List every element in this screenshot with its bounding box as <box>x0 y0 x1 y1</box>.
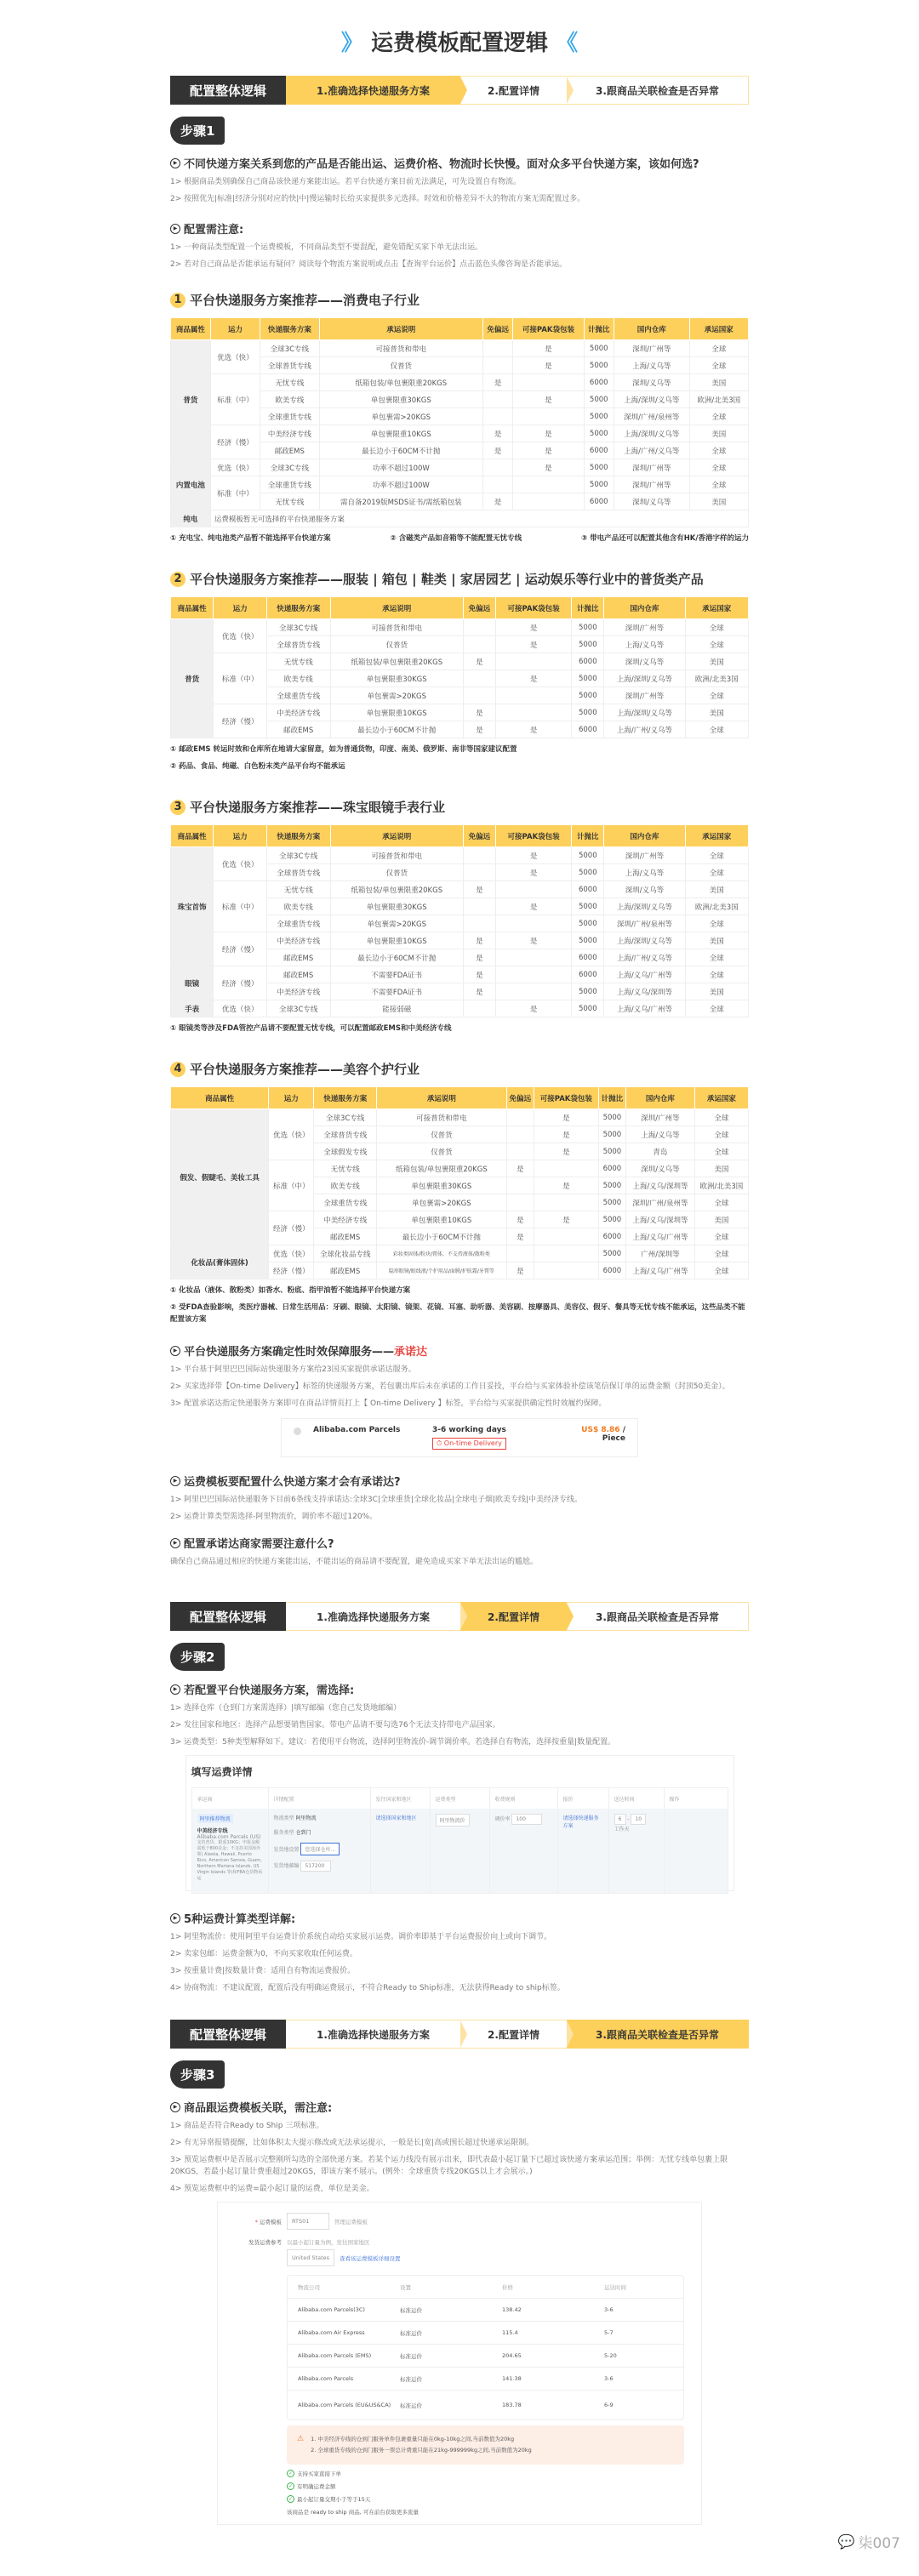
step-pill: 步骤3 <box>170 2060 225 2089</box>
play-circle-icon: ▶ <box>170 224 180 234</box>
paragraph: 1> 根据商品类别确保自己商品该快递方案能出运。若平台快递方案目前无法满足，可先设置自有物流。 <box>170 178 522 186</box>
table-header-row: 物流公司 设置 价格 运达时间 <box>288 2276 683 2299</box>
table-row: 标准（中） 无忧专线 纸箱包装/单包裹限重20KGS 是 6000 深圳/义乌等 美国 <box>171 881 749 898</box>
table-row: Alibaba.com Air Express 标准运价 115.4 5-7 <box>288 2322 683 2345</box>
paragraph: 1> 选择仓库（仓到门方案需选择）|填写邮编（您自己发货地邮编） <box>170 1704 402 1713</box>
table-row: 普货 优选（快） 全球3C专线 可接普货和带电 是 5000 深圳/广州等 全球 <box>171 340 749 357</box>
select-plan-link[interactable]: 请选择快递服务方案 <box>562 1815 599 1829</box>
shipping-plan-table <box>170 317 749 527</box>
table-row: 邮政EMS 最长边小于60CM不计抛 是 6000 上海/义乌/广州等 全球 <box>171 1228 749 1245</box>
table-row: 标准（中） 无忧专线 纸箱包装/单包裹限重20KGS 是 6000 深圳/义乌等 美国 <box>171 374 749 391</box>
section-title: 3 平台快递服务方案推荐——珠宝眼镜手表行业 <box>170 798 749 816</box>
table-row: 标准（中） 无忧专线 纸箱包装/单包裹限重20KGS 是 6000 深圳/义乌等 美国 <box>171 653 749 670</box>
wechat-icon: 💬 <box>837 2533 855 2550</box>
country-select[interactable]: United States <box>287 2249 334 2266</box>
carrier-column: 承运商 阿里推荐物流 中美经济专线 Alibaba.com Parcels (US) 支持普货，限重10KG；申报金额需低于800美金；不支持美国海外领( Alaska, Hawaii, Puerto Rico, American Samoa, Guam, Northern Mariana Islands, US Virgin Islands 等)和FBA仓货物承运 <box>192 1788 269 1893</box>
table-row: 欧美专线 单包裹限重30KGS 是 5000 上海/深圳/义乌等 欧洲/北美3国 <box>171 391 749 408</box>
paragraph: 2> 卖家包邮：运费金额为0，不向买家收取任何运费。 <box>170 1950 357 1958</box>
note: ① 化妆品（液体、散粉类）如香水、粉底、指甲油暂不能选择平台快递方案 <box>170 1286 411 1295</box>
table-row: 经济（慢） 邮政EMS 隐形眼镜/眼线液/个护用品/面膜/护肤霜/牙膏等 是 6000 上海/义乌/广州等 全球 <box>171 1262 749 1279</box>
step-progress-bar <box>170 1602 749 1631</box>
paragraph: 1> 一种商品类型配置一个运费模板，不同商品类型不要混配，避免错配买家下单无法出运。 <box>170 243 483 252</box>
paragraph: 3> 配置承诺达指定快递服务方案即可在商品详情页打上【 On-time Delivery 】标签，平台给与买家提供确定性时效履约保障。 <box>170 1399 607 1408</box>
rate-input[interactable]: 100 <box>511 1814 542 1825</box>
table-row: 手表 优选（快） 全球3C专线 能接弱磁 是 5000 上海/义乌/广州等 全球 <box>171 1000 749 1017</box>
step-2: 2.配置详情 <box>460 76 567 105</box>
paragraph: 1> 阿里物流价：使用阿里平台运费计价系统自动给买家展示运费。调价率即基于平台运费报价向上或向下调节。 <box>170 1933 552 1941</box>
step-pill: 步骤1 <box>170 117 225 145</box>
table-row: Alibaba.com Parcels (EMS) 标准运价 204.65 5-20 <box>288 2345 683 2368</box>
table-row: Alibaba.com Parcels(3C) 标准运价 138.42 3-6 <box>288 2299 683 2322</box>
rts-footer: 该商品是 ready to ship 商品, 可在前台获取更多流量 <box>287 2509 419 2516</box>
table-row: 全球普货专线 仅普货 是 5000 上海/义乌等 全球 <box>171 636 749 653</box>
step-3: 3.跟商品关联检查是否异常 <box>567 2020 749 2049</box>
table-row: 假发、假睫毛、美妆工具 优选（快） 全球3C专线 可接普货和带电 是 5000 深圳/广州等 全球 <box>171 1109 749 1126</box>
check-circle-icon: ✓ <box>288 2471 294 2476</box>
paragraph: 2> 按照优先|标准|经济分别对应的快|中|慢运输时长给买家提供多元选择。时效和价格差异不大的物流方案无需配置过多。 <box>170 195 585 203</box>
table-header-row: 商品属性 运力 快递服务方案 承运说明 免偏远 可接PAK袋包装 计抛比 国内仓库 承运国家 <box>171 825 749 847</box>
table-row: 无忧专线 需自备2019版MSDS证书/需纸箱包装 是 6000 深圳/义乌等 美国 <box>171 493 749 510</box>
stopwatch-icon: ⏱ <box>437 1439 444 1447</box>
section-number-badge: 3 <box>170 800 186 815</box>
view-template-detail-link[interactable]: 查看该运费模板详细设置 <box>340 2254 401 2262</box>
step-1: 1.准确选择快递服务方案 <box>286 1602 460 1631</box>
section-title: 2 平台快递服务方案推荐——服装 | 箱包 | 鞋类 | 家居园艺 | 运动娱乐等行业中的普货类产品 <box>170 570 749 588</box>
stepbar-lead: 配置整体逻辑 <box>170 1602 286 1631</box>
section-heading: ▶ 5种运费计算类型详解: <box>170 1910 749 1926</box>
table-row: 普货 优选（快） 全球3C专线 可接普货和带电 是 5000 深圳/广州等 全球 <box>171 619 749 636</box>
warning-box: ⚠ 1. 中美经济专线的仓到门服务单件包裹重量只能在0kg-10kg之间,当前数值为20kg 2. 全球重货专线的仓到门服务一票总计费重只能在21kg-999999kg之间,当前数值为20kg <box>287 2425 684 2465</box>
chevron-left-icon: 《 <box>556 31 579 56</box>
paragraph: 1> 阿里巴巴国际站快递服务下目前6条线支持承诺达:全球3C|全球重货|全球化妆品|全球电子烟|欧美专线|中美经济专线。 <box>170 1496 583 1504</box>
fee-type-select[interactable]: 阿里物流价 <box>436 1814 470 1827</box>
section-heading: ▶ 配置承诺达商家需要注意什么? <box>170 1535 749 1551</box>
shipping-preview-screenshot: * 运费模板 RTS01 管理运费模板 发货运费参考 以最小起订量为例，发往国家地区 United States 查看该运费模板详细设置 物流公司 设置 价格 运达时间 Alibaba.com Parcels(3C) 标准运价 138.42 3-6 Alibaba.com Air Express 标准运价 115.4 5-7 Alibaba.com Parcels (EMS) 标准运价 204.65 5-20 Alibaba.com Parcels 标准运价 141.38 3-6 Alibaba.com Parcels (EU&US&CA) 标准运价 183.78 6-9 ⚠ 1. 中美经济专线的仓到门服务单件包裹重量只能在0kg-10kg之间,当前数值为20kg 2. 全球重货专线的仓到门服务一票总计费重只能在21kg-999999kg之间,当前数值为20kg ✓ 支持买家直接下单 ✓ 有明确运费金额 ✓ 最小起订量交期小于等于15天 该商品是 ready to ship 商品, 可在前台获取更多流量 <box>217 2202 702 2525</box>
paragraph: 2> 有无异常报错提醒，比如体积太大提示修改或无法承运提示，一般是长|宽|高或围长超过快递承运限制。 <box>170 2139 534 2147</box>
play-circle-icon: ▶ <box>170 1684 180 1695</box>
table-row: 邮政EMS 最长边小于60CM不计抛 是 6000 上海/广州/义乌等 全球 <box>171 949 749 966</box>
table-row: 中美经济专线 不需要FDA证书 是 5000 上海/义乌/深圳等 美国 <box>171 983 749 1000</box>
recommendation-sections <box>170 291 749 1325</box>
recommendation-section <box>170 570 749 772</box>
paragraph: 1> 平台基于阿里巴巴国际站快递服务方案给23国买家提供承诺达服务。 <box>170 1365 416 1374</box>
note: ① 眼镜类等涉及FDA管控产品请不要配置无忧专线，可以配置邮政EMS和中美经济专线 <box>170 1024 452 1033</box>
delivery-days: 3-6 working days ⏱ On-time Delivery <box>432 1426 568 1450</box>
shipping-plan-table <box>170 596 749 738</box>
table-row: 全球重货专线 单包裹需>20KGS 5000 深圳/广州等 全球 <box>171 687 749 704</box>
table-row: 全球普货专线 仅普货 是 5000 上海/义乌等 全球 <box>171 1126 749 1143</box>
shipping-plan-table <box>170 824 749 1017</box>
table-header-row: 商品属性 运力 快递服务方案 承运说明 免偏远 可接PAK袋包装 计抛比 国内仓库 承运国家 <box>171 597 749 619</box>
table-row: 全球重货专线 单包裹需>20KGS 5000 深圳/广州/泉州等 全球 <box>171 1194 749 1211</box>
warning-icon: ⚠ <box>297 2435 305 2443</box>
form-title: 填写运费详情 <box>191 1766 253 1778</box>
table-row: 经济（慢） 中美经济专线 单包裹限重10KGS 是 是 5000 上海/义乌/深圳等 美国 <box>171 1211 749 1228</box>
shipping-price-table <box>287 2275 684 2420</box>
detail-config-column: 详情配置 物流类型 阿里物流 服务类型 仓到门 发货地设置 您选择仓库... 发货地邮编 517200 <box>269 1788 371 1893</box>
check-circle-icon: ✓ <box>288 2496 294 2502</box>
table-row: 化妆品(膏体固体) 优选（快） 全球化妆品专线 彩妆类固体/粉块/膏体，不支持液体/散粉类 5000 广州/深圳等 全球 <box>171 1245 749 1262</box>
play-circle-icon: ▶ <box>170 1346 180 1356</box>
on-time-delivery-badge: ⏱ On-time Delivery <box>432 1438 506 1450</box>
price: US$ 8.86 / Piece <box>581 1426 625 1443</box>
paragraph: 2> 买家选择带【On-time Delivery】标签的快递服务方案，若包裹出库后未在承诺的工作日妥投，平台给与买家体验补偿该笔信保订单的运费金额（封顶50美金）。 <box>170 1382 730 1391</box>
check-item: ✓ 有明确运费金额 <box>288 2483 336 2490</box>
step-1: 1.准确选择快递服务方案 <box>286 2020 460 2049</box>
table-row: 经济（慢） 中美经济专线 单包裹限重10KGS 是 是 5000 上海/深圳/义乌等 美国 <box>171 932 749 949</box>
table-row: 内置电池 优选（快） 全球3C专线 功率不超过100W 是 5000 深圳/广州等 全球 <box>171 459 749 476</box>
table-row: 标准（中） 无忧专线 纸箱包装/单包裹限重20KGS 是 6000 深圳/义乌等 美国 <box>171 1160 749 1177</box>
table-row: Alibaba.com Parcels 标准运价 141.38 3-6 <box>288 2368 683 2391</box>
step-2: 2.配置详情 <box>460 1602 567 1631</box>
watermark: 💬 柒007 <box>837 2533 900 2552</box>
table-row: 珠宝首饰 优选（快） 全球3C专线 可接普货和带电 是 5000 深圳/广州等 全球 <box>171 847 749 864</box>
table-row: 全球重货专线 单包裹需>20KGS 5000 深圳/广州/泉州等 全球 <box>171 915 749 932</box>
section-heading: ▶ 运费模板要配置什么快递方案才会有承诺达? <box>170 1473 749 1489</box>
section-heading: ▶ 不同快递方案关系到您的产品是否能出运、运费价格、物流时长快慢。面对众多平台快递方案，该如何选? <box>170 155 749 171</box>
table-row: 全球重货专线 单包裹需>20KGS 5000 深圳/广州/泉州等 全球 <box>171 408 749 425</box>
section-number-badge: 4 <box>170 1062 186 1077</box>
section-heading: ▶ 商品跟运费模板关联，需注意: <box>170 2099 749 2115</box>
shipping-detail-form-screenshot: 填写运费详情 承运商 阿里推荐物流 中美经济专线 Alibaba.com Parcels (US) 支持普货，限重10KG；申报金额需低于800美金；不支持美国海外领( Alaska, Hawaii, Puerto Rico, American Samoa, Guam, Northern Mariana Islands, US Virgin Islands 等)和FBA仓货物承运 详情配置 物流类型 阿里物流 服务类型 仓到门 发货地设置 您选择仓库... 发货地邮编 517200 发往国家和地区 请选择国家和地区 运费类型 阿里物流价 收费规则 调价率 100 报价 请选择快递服务方案 送达时间 6 - 10 工作天 操作 <box>186 1755 734 1891</box>
table-row: 经济（慢） 中美经济专线 单包裹限重10KGS 是 5000 上海/深圳/义乌等 美国 <box>171 704 749 721</box>
table-row: 全球普货专线 仅普货 是 5000 上海/义乌等 全球 <box>171 357 749 374</box>
stepbar-lead: 配置整体逻辑 <box>170 76 286 105</box>
step-progress-bar <box>170 2020 749 2049</box>
paragraph: 2> 运费计算类型需选择-阿里物流价，调价率不超过120%。 <box>170 1513 378 1521</box>
check-item: ✓ 支持买家直接下单 <box>288 2471 341 2477</box>
recommendation-section <box>170 291 749 544</box>
step-3: 3.跟商品关联检查是否异常 <box>567 76 749 105</box>
table-header-row: 商品属性 运力 快递服务方案 承运说明 免偏远 可接PAK袋包装 计抛比 国内仓库 承运国家 <box>171 318 749 340</box>
notes: ① 充电宝、纯电池类产品暂不能选择平台快递方案 ② 含磁类产品如音箱等不能配置无忧专线 ③ 带电产品还可以配置其他含有HK/香港字样的运力 <box>170 534 749 543</box>
table-row: 邮政EMS 最长边小于60CM不计抛 是 是 6000 上海/广州/义乌等 全球 <box>171 721 749 738</box>
step-1: 1.准确选择快递服务方案 <box>286 76 460 105</box>
chevron-right-icon: 》 <box>340 31 363 56</box>
table-row: 欧美专线 单包裹限重30KGS 是 5000 上海/义乌/深圳等 欧洲/北美3国 <box>171 1177 749 1194</box>
paragraph: 3> 按重量计费|按数量计费：适用自有物流运费报价。 <box>170 1967 356 1975</box>
carrier-name: Alibaba.com Parcels <box>313 1426 401 1434</box>
table-row: 全球假发专线 仅普货 是 5000 青岛 全球 <box>171 1143 749 1160</box>
table-row: 眼镜 经济（慢） 邮政EMS 不需要FDA证书 是 6000 上海/义乌/广州等 全球 <box>171 966 749 983</box>
section-heading: ▶ 若配置平台快递服务方案，需选择: <box>170 1681 749 1697</box>
paragraph: 3> 运费类型：5种类型解释如下。建议：若使用平台物流，选择阿里物流价-调节调价率。若选择自有物流，选择按重量|数量配置。 <box>170 1738 616 1747</box>
section-title: 1 平台快递服务方案推荐——消费电子行业 <box>170 291 749 309</box>
table-row: 全球普货专线 仅普货 是 5000 上海/义乌等 全球 <box>171 864 749 881</box>
section-heading: ▶ 平台快递服务方案确定性时效保障服务—— 承诺达 <box>170 1342 749 1359</box>
table-row: 欧美专线 单包裹限重30KGS 是 5000 上海/深圳/义乌等 欧洲/北美3国 <box>171 898 749 915</box>
play-circle-icon: ▶ <box>170 2102 180 2112</box>
zip-code-input[interactable]: 517200 <box>300 1861 331 1872</box>
note: ① 邮政EMS 转运时效和仓库所在地请大家留意，如为普通货物，印度、南美、俄罗斯、南非等国家建议配置 <box>170 745 517 754</box>
section-number-badge: 1 <box>170 293 186 308</box>
recommendation-section <box>170 1060 749 1325</box>
paragraph: 1> 商品是否符合Ready to Ship 三项标准。 <box>170 2122 324 2130</box>
table-row: 标准（中） 全球重货专线 功率不超过100W 5000 深圳/广州等 全球 <box>171 476 749 493</box>
paragraph: 2> 若对自己商品是否能承运有疑问？阅读每个物流方案说明或点击【查询平台运价】点击蓝色头像咨询是否能承运。 <box>170 260 568 269</box>
warehouse-select[interactable]: 您选择仓库... <box>300 1843 340 1855</box>
delivery-option-card[interactable] <box>281 1418 638 1457</box>
paragraph: 确保自己商品通过相应的快递方案能出运，不能出运的商品请不要配置，避免造成买家下单无法出运的尴尬。 <box>170 1558 539 1566</box>
template-select[interactable]: RTS01 <box>287 2213 329 2230</box>
page-title: 》 运费模板配置逻辑 《 <box>340 31 579 56</box>
stepbar-lead: 配置整体逻辑 <box>170 2020 286 2049</box>
paragraph: 3> 预览运费框中是否展示完整刚所勾选的全部快递方案。若某个运力线没有展示出来，即代表最小起订量下已超过该快递方案承运范围；举例：无忧专线单包裹上限20KGS，若最小起订量计费重超过20KGS，即该方案不展示。(例外：全球重货专线20KGS以上才会展示。) <box>170 2156 728 2176</box>
step-3: 3.跟商品关联检查是否异常 <box>567 1602 749 1631</box>
table-header-row: 商品属性 运力 快递服务方案 承运说明 免偏远 可接PAK袋包装 计抛比 国内仓库 承运国家 <box>171 1087 749 1109</box>
step-2: 2.配置详情 <box>460 2020 567 2049</box>
paragraph: 4> 协商物流：不建议配置，配置后没有明确运费展示，不符合Ready to Ship标准，无法获得Ready to ship标签。 <box>170 1984 565 1992</box>
table-row: 纯电 运费模板暂无可选择的平台快递服务方案 <box>171 510 749 527</box>
note: ② 药品、食品、纯磁、白色粉末类产品平台均不能承运 <box>170 762 345 771</box>
play-circle-icon: ▶ <box>170 1913 180 1923</box>
paragraph: 2> 发往国家和地区：选择产品想要销售国家。带电产品请不要勾选76个无法支持带电产品国家。 <box>170 1721 500 1730</box>
paragraph: 4> 预览运费框中的运费=最小起订量的运费，单位是美金。 <box>170 2185 374 2193</box>
play-circle-icon: ▶ <box>170 1476 180 1486</box>
recommend-tag: 阿里推荐物流 <box>197 1814 233 1823</box>
radio-button[interactable] <box>294 1428 301 1435</box>
shipping-plan-table <box>170 1086 749 1279</box>
table-row: 经济（慢） 中美经济专线 单包裹限重10KGS 是 是 5000 上海/深圳/义乌等 美国 <box>171 425 749 442</box>
table-row: 欧美专线 单包裹限重30KGS 是 5000 上海/深圳/义乌等 欧洲/北美3国 <box>171 670 749 687</box>
manage-template-link[interactable]: 管理运费模板 <box>334 2218 368 2226</box>
step-progress-bar <box>170 76 749 105</box>
table-row: 邮政EMS 最长边小于60CM不计抛 是 是 6000 上海/广州/义乌等 全球 <box>171 442 749 459</box>
check-circle-icon: ✓ <box>288 2483 294 2489</box>
recommendation-section <box>170 798 749 1034</box>
days-from-input[interactable]: 6 <box>614 1814 626 1825</box>
section-number-badge: 2 <box>170 572 186 587</box>
step-pill: 步骤2 <box>170 1643 225 1671</box>
play-circle-icon: ▶ <box>170 158 180 168</box>
section-heading: ▶ 配置需注意: <box>170 220 749 237</box>
check-item: ✓ 最小起订量交期小于等于15天 <box>288 2496 371 2503</box>
select-country-link[interactable]: 请选择国家和地区 <box>375 1815 417 1821</box>
table-row: Alibaba.com Parcels (EU&US&CA) 标准运价 183.78 6-9 <box>298 2402 614 2409</box>
days-to-input[interactable]: 10 <box>631 1814 646 1825</box>
play-circle-icon: ▶ <box>170 1538 180 1548</box>
note: ② 受FDA查验影响，类医疗器械、日常生活用品：牙刷、眼镜、太阳镜、镜架、花镜、耳塞、助听器、美容刷、按摩器具、美容仪、假牙、餐具等无忧专线不能承运，这些品类不能配置该方案 <box>170 1303 745 1324</box>
section-title: 4 平台快递服务方案推荐——美容个护行业 <box>170 1060 749 1078</box>
